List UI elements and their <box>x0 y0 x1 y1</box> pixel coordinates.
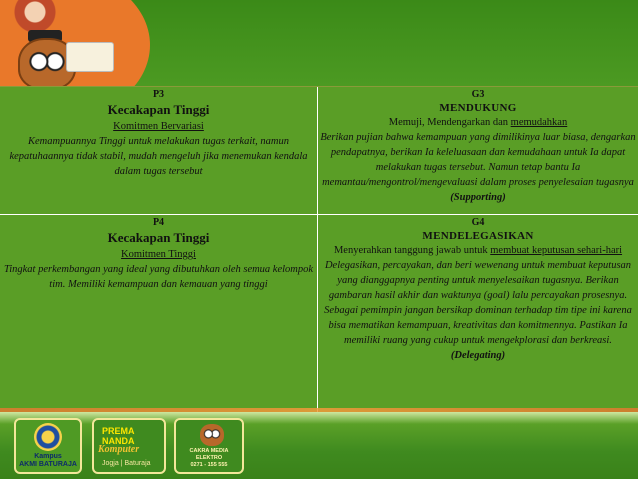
cell-g4 <box>318 215 638 413</box>
cell-description: Berikan pujian bahwa kemampuan yang dimilikinya luar biasa, dengarkan pendapatnya, berikan Ia keleluasaan dan kemudahaan untuk Ia dapat melakukan tugas tersebut. Namun tetap bantu Ia memantau/mengontrol/mengevaluasi dalam proses penyelesaian tugasnya <box>320 132 636 188</box>
logo-line: AKMI BATURAJA <box>19 461 77 468</box>
cell-code: G4 <box>471 217 485 228</box>
cell-g3 <box>318 87 638 215</box>
logo-line: ELEKTRO <box>195 455 223 461</box>
logo-line: 0271 - 155 555 <box>190 462 228 468</box>
sticker-decoration <box>66 42 114 72</box>
logo-kampus-akmi <box>14 418 82 474</box>
logo-line: CAKRA MEDIA <box>189 448 229 454</box>
cell-description: Delegasikan, percayakan, dan beri wewenang untuk membuat keputusan yang dianggapnya penting untuk menyelesaikan tugasnya. Berikan gambaran hasil akhir dan waktunya (goal) lalu percayakan prosesnya. Sebagai pemimpin jangan bersikap dominan terhadap tim tipe ini karena bisa mematikan kemampuan, kreativitas dan komitmennya. Pastikan Ia memiliki ruang yang cukup untuk mengekplorasi dan berkreasi. <box>324 260 632 346</box>
subtitle-text: Memuji, Mendengarkan dan <box>388 117 511 128</box>
cell-title: MENDUKUNG <box>439 102 517 114</box>
cell-title: Kecakapan Tinggi <box>107 102 210 117</box>
cell-subtitle <box>320 243 636 258</box>
cell-subtitle <box>320 115 636 130</box>
owl-logo-icon <box>200 424 224 446</box>
situational-leadership-matrix <box>0 86 638 414</box>
cell-code: P3 <box>152 89 165 100</box>
logo-cakra-media <box>174 418 244 474</box>
cell-subtitle: Komitmen Bervariasi <box>113 121 204 132</box>
subtitle-text: Menyerahkan tanggung jawab untuk <box>333 245 491 256</box>
cell-closing: (Supporting) <box>450 192 506 203</box>
cell-subtitle: Komitmen Tinggi <box>121 249 196 260</box>
logo-prema-nanda <box>92 418 166 474</box>
cell-title: MENDELEGASIKAN <box>422 230 534 242</box>
logo-line: Jogja | Baturaja <box>102 460 151 467</box>
cell-title: Kecakapan Tinggi <box>107 230 210 245</box>
cell-code: G3 <box>471 89 485 100</box>
cell-closing: (Delegating) <box>450 350 506 361</box>
cell-p3 <box>0 87 318 215</box>
logo-line: Komputer <box>98 444 140 455</box>
cell-code: P4 <box>152 217 165 228</box>
cell-description: Kemampuannya Tinggi untuk melakukan tugas terkait, namun kepatuhaannya tidak stabil, mudah mengeluh jika menemukan kendala dalam tugas tersebut <box>9 136 308 177</box>
campus-emblem-icon <box>34 423 62 451</box>
cell-p4 <box>0 215 318 413</box>
cell-description: Tingkat perkembangan yang ideal yang dibutuhkan oleh semua kelompok tim. Memiliki kemampuan dan kemauan yang tinggi <box>3 264 314 290</box>
subtitle-underlined: membuat keputusan sehari-hari <box>490 245 623 256</box>
logo-line: Kampus <box>34 453 62 460</box>
logo-line: PREMA NANDA <box>102 426 135 446</box>
subtitle-underlined: memudahkan <box>510 117 568 128</box>
